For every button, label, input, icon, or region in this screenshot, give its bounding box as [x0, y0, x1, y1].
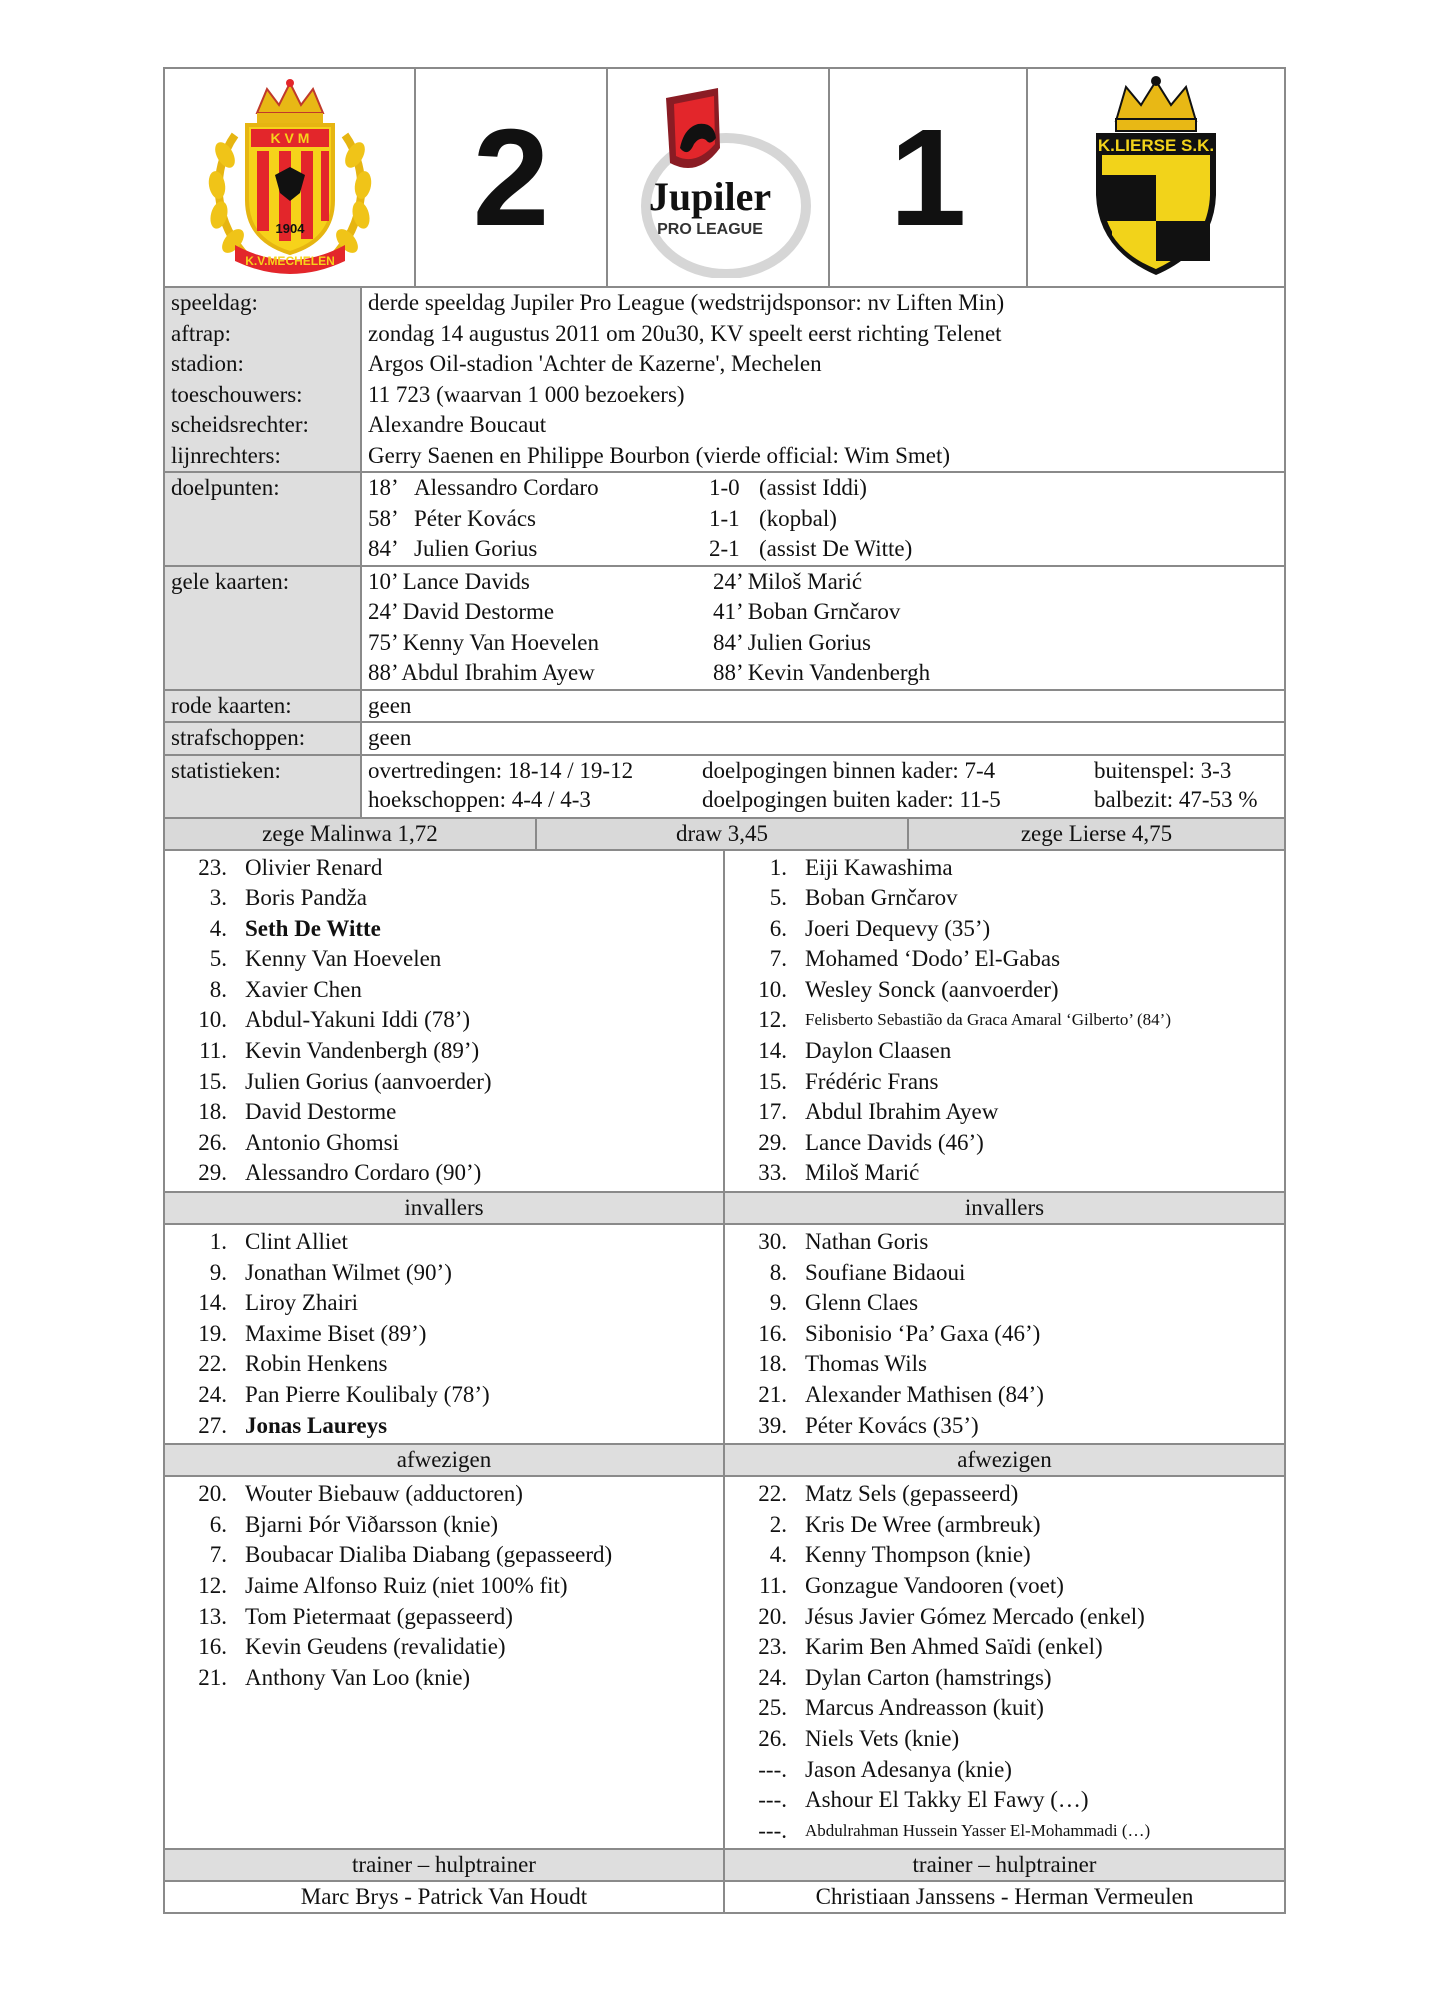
- player-number: 3.: [209, 885, 227, 911]
- player-name: Abdul-Yakuni Iddi (78’): [245, 1007, 471, 1033]
- player-name: Nathan Goris: [805, 1229, 929, 1255]
- player-row: [165, 1349, 723, 1380]
- info-label: aftrap:: [165, 319, 362, 350]
- player-name: Daylon Claasen: [805, 1038, 952, 1064]
- player-number: 20.: [758, 1603, 787, 1629]
- player-name: Antonio Ghomsi: [245, 1129, 399, 1155]
- player-number: 15.: [198, 1068, 227, 1094]
- player-number: 10.: [758, 976, 787, 1002]
- player-row: [165, 1128, 723, 1159]
- player-number: 29.: [758, 1129, 787, 1155]
- home-logo-cell: [165, 69, 416, 286]
- player-name: Lance Davids (46’): [805, 1129, 984, 1155]
- player-name: Jason Adesanya (knie): [805, 1756, 1012, 1782]
- info-label: lijnrechters:: [165, 441, 362, 472]
- player-number: ---.: [758, 1817, 787, 1843]
- odds-away: zege Lierse 4,75: [1020, 820, 1173, 846]
- player-number: 6.: [209, 1511, 227, 1537]
- player-name: Glenn Claes: [805, 1290, 919, 1316]
- player-name: Jonas Laureys: [245, 1412, 388, 1438]
- player-row: [725, 1158, 1284, 1189]
- stat-shots-on-target: doelpogingen binnen kader: 7-4: [702, 757, 996, 783]
- player-row: [725, 1411, 1284, 1442]
- player-number: 7.: [769, 946, 787, 972]
- player-number: 7.: [209, 1542, 227, 1568]
- player-number: 9.: [769, 1290, 787, 1316]
- svg-text:Jupiler: Jupiler: [648, 173, 772, 219]
- player-name: Liroy Zhairi: [245, 1290, 359, 1316]
- player-row: [165, 853, 723, 884]
- player-row: [725, 1755, 1284, 1786]
- info-label: toeschouwers:: [165, 380, 362, 411]
- home-subs: [165, 1225, 725, 1443]
- away-absent-title: afwezigen: [725, 1443, 1284, 1477]
- yellow-row: 75’ Kenny Van Hoevelen 84’ Julien Gorius: [368, 629, 872, 655]
- goal-row: 84’ Julien Gorius 2-1 (assist De Witte): [368, 536, 913, 561]
- player-row: [165, 944, 723, 975]
- stats-label: statistieken:: [165, 756, 362, 817]
- player-row: [725, 1663, 1284, 1694]
- player-row: [725, 1227, 1284, 1258]
- player-name: Seth De Witte: [245, 915, 381, 941]
- player-name: David Destorme: [245, 1099, 397, 1125]
- player-number: 13.: [198, 1603, 227, 1629]
- player-number: ---.: [758, 1787, 787, 1813]
- yellow-row: 10’ Lance Davids 24’ Miloš Marić: [368, 568, 863, 594]
- player-number: 20.: [198, 1481, 227, 1507]
- player-number: 2.: [769, 1511, 787, 1537]
- stats-section: [165, 754, 1284, 817]
- player-number: 5.: [769, 885, 787, 911]
- away-score-cell: [830, 69, 1028, 286]
- player-number: 4.: [769, 1542, 787, 1568]
- jupiler-pro-league-logo: [618, 78, 818, 278]
- player-name: Kenny Van Hoevelen: [245, 946, 442, 972]
- player-number: 5.: [209, 946, 227, 972]
- player-name: Anthony Van Loo (knie): [245, 1664, 471, 1690]
- player-number: 1.: [769, 854, 787, 880]
- svg-text:K.V.MECHELEN: K.V.MECHELEN: [244, 254, 335, 268]
- penalties-value: geen: [368, 725, 412, 750]
- player-number: 30.: [758, 1229, 787, 1255]
- player-name: Kris De Wree (armbreuk): [805, 1511, 1041, 1537]
- player-name: Xavier Chen: [245, 976, 362, 1002]
- player-row: [165, 1411, 723, 1442]
- player-row: [725, 944, 1284, 975]
- player-row: [725, 1005, 1284, 1036]
- player-number: 6.: [769, 915, 787, 941]
- player-name: Eiji Kawashima: [805, 854, 953, 880]
- kv-mechelen-logo: [205, 75, 375, 280]
- player-number: 24.: [758, 1664, 787, 1690]
- player-name: Joeri Dequevy (35’): [805, 915, 991, 941]
- home-subs-title: invallers: [165, 1191, 725, 1225]
- player-name: Tom Pietermaat (gepasseerd): [245, 1603, 513, 1629]
- goals-label: doelpunten:: [165, 473, 362, 565]
- trainer-header: [165, 1848, 1284, 1882]
- info-value: derde speeldag Jupiler Pro League (wedstrijdsponsor: nv Liften Min): [368, 290, 1005, 315]
- player-row: [725, 1693, 1284, 1724]
- player-number: 21.: [198, 1664, 227, 1690]
- away-absent: [725, 1477, 1284, 1848]
- absent-header: [165, 1443, 1284, 1477]
- home-absent: [165, 1477, 725, 1848]
- player-number: 23.: [198, 854, 227, 880]
- stats-values: [362, 756, 1284, 817]
- player-row: [165, 1571, 723, 1602]
- trainers: [165, 1882, 1284, 1912]
- goal-row: 18’ Alessandro Cordaro 1-0 (assist Iddi): [368, 475, 867, 500]
- player-name: Maxime Biset (89’): [245, 1320, 427, 1346]
- stat-possession: balbezit: 47-53 %: [1094, 786, 1258, 812]
- player-name: Frédéric Frans: [805, 1068, 939, 1094]
- home-absent-title: afwezigen: [165, 1443, 725, 1477]
- player-row: [725, 1097, 1284, 1128]
- player-row: [725, 1602, 1284, 1633]
- player-name: Abdulrahman Hussein Yasser El-Mohammadi (…): [805, 1820, 1151, 1840]
- player-row: [725, 1036, 1284, 1067]
- player-name: Kevin Geudens (revalidatie): [245, 1634, 506, 1660]
- player-number: 8.: [209, 976, 227, 1002]
- player-row: [165, 1288, 723, 1319]
- player-name: Pan Pierre Koulibaly (78’): [245, 1382, 490, 1407]
- player-name: Sibonisio ‘Pa’ Gaxa (46’): [805, 1320, 1041, 1346]
- player-name: Marcus Andreasson (kuit): [805, 1695, 1044, 1721]
- player-number: ---.: [758, 1756, 787, 1782]
- player-name: Robin Henkens: [245, 1351, 388, 1377]
- goal-row: 58’ Péter Kovács 1-1 (kopbal): [368, 505, 837, 531]
- info-value: zondag 14 augustus 2011 om 20u30, KV speelt eerst richting Telenet: [368, 320, 1002, 346]
- player-name: Bjarni Þór Viðarsson (knie): [245, 1511, 499, 1537]
- player-row: [725, 1724, 1284, 1755]
- odds-home: zege Malinwa 1,72: [165, 819, 537, 849]
- player-number: 39.: [758, 1412, 787, 1438]
- away-logo-cell: [1028, 69, 1284, 286]
- info-value: Alexandre Boucaut: [368, 412, 547, 437]
- yellow-row: 24’ David Destorme 41’ Boban Grnčarov: [368, 599, 901, 624]
- player-number: 16.: [758, 1320, 787, 1346]
- player-name: Karim Ben Ahmed Saïdi (enkel): [805, 1634, 1103, 1660]
- away-subs: [725, 1225, 1284, 1443]
- lierse-logo: [1086, 75, 1226, 280]
- player-number: 27.: [198, 1412, 227, 1438]
- player-number: 1.: [209, 1229, 227, 1255]
- player-number: 22.: [758, 1481, 787, 1507]
- info-label: scheidsrechter:: [165, 410, 362, 441]
- player-name: Abdul Ibrahim Ayew: [805, 1099, 999, 1125]
- player-row: [165, 883, 723, 914]
- yellow-cards-list: [362, 567, 1284, 689]
- yellow-cards-section: [165, 565, 1284, 689]
- player-number: 24.: [198, 1382, 227, 1407]
- player-name: Boban Grnčarov: [805, 885, 958, 911]
- stat-corners: hoekschoppen: 4-4 / 4-3: [368, 786, 591, 812]
- match-report-sheet: [163, 67, 1286, 1914]
- player-row: [165, 1479, 723, 1510]
- player-number: 23.: [758, 1634, 787, 1660]
- player-row: [165, 1005, 723, 1036]
- player-row: [725, 1816, 1284, 1847]
- penalties-section: [165, 721, 1284, 754]
- player-name: Kenny Thompson (knie): [805, 1542, 1031, 1568]
- yellow-cards-label: gele kaarten:: [165, 567, 362, 689]
- subs-header: [165, 1191, 1284, 1225]
- player-row: [725, 883, 1284, 914]
- home-trainer-title: trainer – hulptrainer: [165, 1848, 725, 1882]
- goals-list: [362, 473, 1284, 565]
- player-name: Clint Alliet: [245, 1229, 348, 1255]
- player-row: [725, 1380, 1284, 1411]
- red-cards-label: rode kaarten:: [165, 691, 362, 722]
- player-number: 18.: [198, 1099, 227, 1125]
- info-label: speeldag:: [165, 288, 362, 319]
- home-lineup: [165, 851, 725, 1192]
- player-row: [725, 914, 1284, 945]
- player-name: Jaime Alfonso Ruiz (niet 100% fit): [245, 1572, 568, 1598]
- player-name: Matz Sels (gepasseerd): [805, 1481, 1019, 1507]
- away-trainer-title: trainer – hulptrainer: [725, 1848, 1284, 1882]
- yellow-row: 88’ Abdul Ibrahim Ayew 88’ Kevin Vandenbergh: [368, 660, 931, 685]
- player-number: 21.: [758, 1382, 787, 1407]
- player-name: Jésus Javier Gómez Mercado (enkel): [805, 1603, 1145, 1629]
- player-number: 4.: [209, 915, 227, 941]
- player-row: [725, 1067, 1284, 1098]
- player-row: [165, 1510, 723, 1541]
- player-row: [165, 1380, 723, 1411]
- player-row: [165, 1067, 723, 1098]
- player-row: [165, 914, 723, 945]
- red-cards-value: geen: [368, 692, 412, 718]
- penalties-label: strafschoppen:: [165, 723, 362, 754]
- home-trainer: Marc Brys - Patrick Van Houdt: [165, 1882, 725, 1912]
- stat-shots-off-target: doelpogingen buiten kader: 11-5: [702, 786, 1001, 812]
- player-row: [165, 975, 723, 1006]
- player-name: Wouter Biebauw (adductoren): [245, 1481, 523, 1507]
- player-number: 12.: [758, 1007, 787, 1033]
- player-number: 10.: [198, 1007, 227, 1033]
- player-number: 14.: [198, 1290, 227, 1316]
- red-cards-section: [165, 689, 1284, 722]
- player-row: [165, 1319, 723, 1350]
- player-number: 11.: [759, 1572, 787, 1598]
- player-row: [725, 1571, 1284, 1602]
- match-info: [165, 288, 1284, 471]
- player-name: Boris Pandža: [245, 885, 368, 911]
- player-row: [165, 1227, 723, 1258]
- player-row: [725, 1632, 1284, 1663]
- player-number: 26.: [198, 1129, 227, 1155]
- svg-text:PRO LEAGUE: PRO LEAGUE: [657, 220, 763, 238]
- info-value: 11 723 (waarvan 1 000 bezoekers): [368, 381, 685, 407]
- player-row: [165, 1158, 723, 1189]
- player-name: Miloš Marić: [805, 1160, 920, 1186]
- player-number: 8.: [769, 1259, 787, 1285]
- player-number: 12.: [198, 1572, 227, 1598]
- player-row: [725, 1540, 1284, 1571]
- lineups: [165, 851, 1284, 1192]
- player-row: [165, 1258, 723, 1289]
- player-name: Boubacar Dialiba Diabang (gepasseerd): [245, 1542, 613, 1568]
- player-name: Kevin Vandenbergh (89’): [245, 1038, 480, 1064]
- player-row: [725, 1288, 1284, 1319]
- away-score: 1: [889, 100, 967, 255]
- player-number: 9.: [209, 1259, 227, 1285]
- subs: [165, 1225, 1284, 1443]
- info-value: Argos Oil-stadion 'Achter de Kazerne', Mechelen: [368, 351, 822, 376]
- player-name: Thomas Wils: [805, 1351, 927, 1377]
- league-logo-cell: [608, 69, 830, 286]
- player-number: 19.: [198, 1320, 227, 1346]
- player-row: [165, 1540, 723, 1571]
- player-name: Ashour El Takky El Fawy (…): [805, 1787, 1089, 1813]
- away-trainer: Christiaan Janssens - Herman Vermeulen: [815, 1884, 1194, 1910]
- goals-section: [165, 471, 1284, 565]
- player-name: Mohamed ‘Dodo’ El-Gabas: [805, 946, 1061, 972]
- player-name: Niels Vets (knie): [805, 1725, 960, 1751]
- player-name: Alessandro Cordaro (90’): [245, 1160, 482, 1186]
- player-row: [725, 975, 1284, 1006]
- player-row: [725, 853, 1284, 884]
- player-number: 25.: [758, 1695, 787, 1721]
- player-row: [725, 1785, 1284, 1816]
- player-row: [725, 1479, 1284, 1510]
- player-row: [165, 1663, 723, 1694]
- player-number: 29.: [198, 1160, 227, 1186]
- info-label: stadion:: [165, 349, 362, 380]
- player-number: 33.: [758, 1160, 787, 1186]
- player-number: 15.: [758, 1068, 787, 1094]
- player-number: 22.: [198, 1351, 227, 1377]
- player-name: Alexander Mathisen (84’): [805, 1382, 1044, 1407]
- stat-fouls: overtredingen: 18-14 / 19-12: [368, 757, 634, 783]
- svg-text:K V M: K V M: [270, 130, 309, 146]
- player-name: Felisberto Sebastião da Graca Amaral ‘Gilberto’ (84’): [805, 1010, 1171, 1030]
- player-row: [725, 1510, 1284, 1541]
- home-score-cell: [416, 69, 608, 286]
- player-name: Wesley Sonck (aanvoerder): [805, 976, 1059, 1002]
- odds-draw: draw 3,45: [537, 819, 909, 849]
- player-number: 11.: [199, 1038, 227, 1064]
- player-row: [165, 1602, 723, 1633]
- score-header: [165, 69, 1284, 288]
- absent: [165, 1477, 1284, 1848]
- player-number: 14.: [758, 1038, 787, 1064]
- player-row: [725, 1258, 1284, 1289]
- player-name: Péter Kovács (35’): [805, 1412, 979, 1438]
- stat-offside: buitenspel: 3-3: [1094, 757, 1232, 783]
- player-name: Jonathan Wilmet (90’): [245, 1259, 452, 1285]
- away-subs-title: invallers: [725, 1191, 1284, 1225]
- player-row: [725, 1349, 1284, 1380]
- player-row: [165, 1097, 723, 1128]
- player-number: 18.: [758, 1351, 787, 1377]
- player-name: Dylan Carton (hamstrings): [805, 1664, 1052, 1690]
- player-row: [165, 1036, 723, 1067]
- svg-text:1904: 1904: [275, 221, 304, 236]
- odds-bar: [165, 817, 1284, 851]
- home-score: 2: [472, 100, 550, 255]
- player-number: 26.: [758, 1725, 787, 1751]
- player-number: 16.: [198, 1634, 227, 1660]
- player-name: Gonzague Vandooren (voet): [805, 1572, 1064, 1598]
- away-lineup: [725, 851, 1284, 1192]
- svg-text:K.LIERSE S.K.: K.LIERSE S.K.: [1097, 136, 1215, 155]
- player-name: Julien Gorius (aanvoerder): [245, 1068, 492, 1094]
- player-number: 17.: [758, 1099, 787, 1125]
- player-row: [165, 1632, 723, 1663]
- info-value: Gerry Saenen en Philippe Bourbon (vierde official: Wim Smet): [368, 442, 951, 468]
- player-name: Olivier Renard: [245, 854, 383, 880]
- player-row: [725, 1319, 1284, 1350]
- player-row: [725, 1128, 1284, 1159]
- player-name: Soufiane Bidaoui: [805, 1259, 966, 1285]
